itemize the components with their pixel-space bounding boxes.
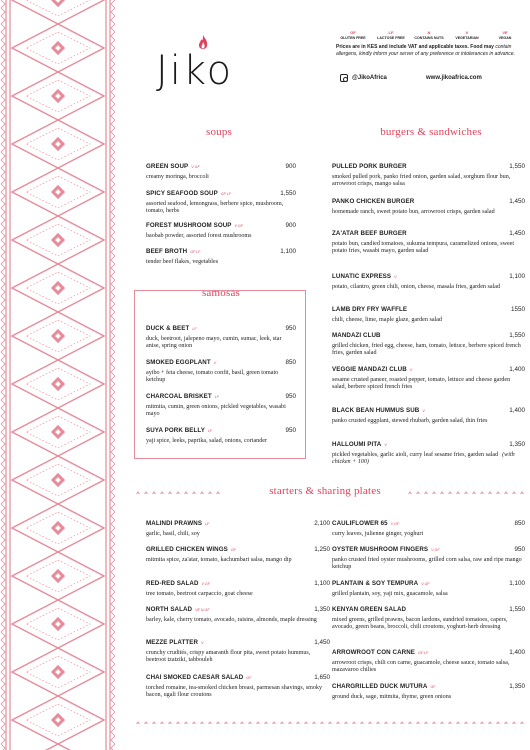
menu-item-description bbox=[146, 259, 296, 266]
menu-item-name: PULLED PORK BURGER bbox=[332, 163, 407, 170]
menu-item bbox=[332, 572, 525, 598]
menu-item-name-group bbox=[146, 538, 236, 556]
decorative-divider bbox=[134, 486, 224, 494]
logo bbox=[156, 34, 286, 94]
menu-item bbox=[332, 598, 525, 632]
menu-item-row bbox=[332, 675, 525, 693]
menu-item bbox=[332, 265, 525, 291]
menu-item-name: DUCK & BEET bbox=[146, 325, 190, 332]
menu-item-name-group bbox=[332, 675, 435, 693]
menu-item-description-text: panko crusted fried oyster mushrooms, grilled corn salsa, raw and ripe mango ketchup bbox=[332, 557, 522, 571]
menu-item-price: 850 bbox=[285, 359, 296, 366]
legend-code: GF bbox=[350, 30, 356, 35]
menu-item bbox=[332, 190, 525, 216]
menu-item bbox=[146, 512, 330, 538]
menu-item-name-group bbox=[146, 572, 210, 590]
menu-item-row bbox=[146, 214, 296, 232]
menu-item-name-group bbox=[146, 631, 203, 649]
menu-item-row bbox=[332, 399, 525, 417]
menu-item-name: BLACK BEAN HUMMUS SUB bbox=[332, 407, 420, 414]
menu-item-description bbox=[332, 377, 525, 392]
menu-item-price: 950 bbox=[514, 546, 525, 553]
section-title-burgers: burgers & sandwiches bbox=[380, 126, 482, 138]
menu-item-name: CHARGRILLED DUCK MUTURA bbox=[332, 683, 428, 690]
menu-item-description-text: garlic, basil, chili, soy bbox=[146, 531, 200, 537]
menu-item-name-group bbox=[332, 538, 440, 556]
dietary-tags: V bbox=[394, 275, 397, 279]
menu-item-name: HALLOUMI PITA bbox=[332, 441, 382, 448]
menu-item-description bbox=[146, 650, 330, 665]
legend-code: N bbox=[427, 30, 431, 35]
menu-item-description-text: potato bun, candied tomatoes, sukuma tempura, caramelized onions, sweet potato fries, wasabi mayo, garden salad bbox=[332, 241, 515, 255]
menu-item-description bbox=[332, 343, 525, 358]
menu-item-price: 1,250 bbox=[314, 546, 330, 553]
menu-item-row bbox=[332, 358, 525, 376]
menu-item-price: 1,100 bbox=[509, 580, 525, 587]
menu-item-row bbox=[332, 538, 525, 556]
dietary-tags: V bbox=[201, 641, 204, 645]
menu-item-row bbox=[146, 598, 330, 616]
menu-item-name: FOREST MUSHROOM SOUP bbox=[146, 222, 232, 229]
menu-item-name-group bbox=[332, 155, 407, 173]
menu-item-price: 1,450 bbox=[509, 230, 525, 237]
menu-item-price: 1,450 bbox=[509, 198, 525, 205]
dietary-tags: GF LF bbox=[418, 651, 429, 655]
menu-item-description bbox=[332, 660, 525, 675]
menu-item-name-group bbox=[332, 399, 425, 417]
menu-item-row bbox=[146, 512, 330, 530]
menu-item-description-text: tree tomato, beetroot carpaccio, goat cheese bbox=[146, 591, 253, 597]
menu-item-name: CHARCOAL BRISKET bbox=[146, 393, 212, 400]
menu-item-row bbox=[332, 222, 525, 240]
menu-item bbox=[332, 512, 525, 538]
menu-item-description-text: duck, beetroot, jalepeno mayo, cumin, sumac, leek, star anise, spring onion bbox=[146, 336, 282, 350]
menu-item bbox=[332, 433, 525, 467]
dietary-tags: LF bbox=[207, 429, 213, 433]
menu-item-price: 950 bbox=[285, 393, 296, 400]
menu-item bbox=[332, 222, 525, 256]
dietary-tags: GF bbox=[430, 685, 436, 689]
menu-item-name: ARROWROOT CON CARNE bbox=[332, 649, 416, 656]
menu-item-description-text: torched romaine, tea-smoked chicken breast, parmesan shavings, smoky bacon, ugali flour croutons bbox=[146, 685, 322, 699]
menu-item-name: NORTH SALAD bbox=[146, 606, 193, 613]
menu-item-description-text: ayibo + feta cheese, tomato confit, basil, green tomato ketchup bbox=[146, 370, 279, 384]
decorative-divider bbox=[134, 716, 526, 724]
menu-item-row bbox=[332, 324, 525, 342]
menu-item-description-text: panko crusted eggplant, stewed rhubarb, garden salad, thin fries bbox=[332, 418, 488, 424]
legend-code: LF bbox=[388, 30, 394, 35]
menu-item-description-text: chili, cheese, lime, maple glaze, garden salad bbox=[332, 317, 442, 323]
menu-item-name-group bbox=[332, 265, 397, 283]
menu-item-name: OYSTER MUSHROOM FINGERS bbox=[332, 546, 429, 553]
menu-item-name: KENYAN GREEN SALAD bbox=[332, 606, 407, 613]
legend-label: GLUTEN FREE bbox=[340, 36, 366, 40]
menu-item bbox=[332, 298, 525, 324]
legend-item-contains-nuts bbox=[412, 30, 446, 40]
menu-item-description-text: baobab powder, assorted forest mushrooms bbox=[146, 233, 252, 239]
menu-item-name-group bbox=[332, 190, 414, 208]
menu-item-price: 1550 bbox=[510, 306, 525, 313]
menu-item-name: RED-RED SALAD bbox=[146, 580, 199, 587]
menu-item-price: 1,100 bbox=[314, 580, 330, 587]
menu-item-price: 900 bbox=[285, 222, 296, 229]
menu-item-price: 1,400 bbox=[509, 366, 525, 373]
menu-item-row bbox=[332, 641, 525, 659]
section-title-samosas: samosas bbox=[191, 287, 251, 299]
section-title-soups: soups bbox=[205, 126, 233, 138]
dietary-tags: V bbox=[213, 361, 217, 365]
menu-item bbox=[146, 182, 296, 216]
menu-item-price: 1,350 bbox=[314, 606, 330, 613]
dietary-tags: V GF bbox=[431, 548, 440, 552]
menu-item-name-group bbox=[332, 598, 406, 616]
menu-item-note: (with chicken + 100) bbox=[332, 452, 515, 466]
dietary-tags: V GF bbox=[201, 582, 210, 586]
menu-item-description bbox=[332, 209, 525, 216]
menu-item-row bbox=[332, 190, 525, 208]
menu-item-price: 1,100 bbox=[280, 248, 296, 255]
menu-item-price: 1,550 bbox=[280, 190, 296, 197]
social-handle-text: @JikoAfrica bbox=[352, 75, 387, 81]
dietary-tags: V bbox=[409, 368, 413, 372]
menu-item-description-text: assorted seafood, lemongrass, berbere spice, mushroom, tomato, herbs bbox=[146, 201, 284, 215]
dietary-tags: GF bbox=[230, 548, 236, 552]
menu-item-row bbox=[332, 265, 525, 283]
menu-item-name-group bbox=[332, 324, 381, 342]
menu-item-description-text: potato, cilantro, green chili, onion, cheese, masala fries, garden salad bbox=[332, 284, 501, 290]
dietary-tags: GF bbox=[246, 676, 252, 680]
menu-item bbox=[146, 538, 330, 564]
menu-item-price: 950 bbox=[285, 427, 296, 434]
notice-line-1: Prices are in KES and include VAT and applicable taxes. Food may bbox=[336, 44, 494, 50]
menu-item-description bbox=[332, 694, 525, 701]
menu-item-name: SMOKED EGGPLANT bbox=[146, 359, 211, 366]
dietary-tags: V GF bbox=[390, 522, 400, 526]
menu-item-name-group bbox=[332, 358, 412, 376]
menu-item-price: 1,450 bbox=[314, 639, 330, 646]
legend-item-vegetarian bbox=[450, 30, 484, 40]
instagram-icon bbox=[340, 74, 348, 82]
menu-item bbox=[146, 214, 296, 240]
menu-item-description-text: grilled plantain, soy, yaji mix, guacamole, salsa bbox=[332, 591, 448, 597]
menu-item bbox=[332, 399, 525, 425]
menu-item bbox=[146, 240, 296, 266]
menu-item-name-group bbox=[332, 433, 387, 451]
menu-item bbox=[146, 666, 330, 700]
menu-item-description bbox=[146, 174, 296, 181]
menu-item-name-group bbox=[146, 240, 200, 258]
website-link[interactable]: www.jikoafrica.com bbox=[426, 75, 482, 81]
menu-item-price: 950 bbox=[285, 325, 296, 332]
menu-item-description-text: yaji spice, leeks, paprika, salad, onions, coriander bbox=[146, 438, 267, 444]
menu-item-price: 1,550 bbox=[509, 332, 525, 339]
menu-item-name-group bbox=[332, 641, 428, 659]
legend-label: VEGETARIAN bbox=[455, 36, 479, 40]
menu-item-row bbox=[332, 433, 525, 451]
menu-item-description bbox=[332, 617, 525, 632]
menu-item-row bbox=[146, 631, 330, 649]
menu-item bbox=[332, 641, 525, 675]
menu-item bbox=[332, 538, 525, 572]
menu-item-description bbox=[332, 241, 525, 256]
menu-item-name: GRILLED CHICKEN WINGS bbox=[146, 546, 228, 553]
menu-item bbox=[146, 631, 330, 665]
menu-item-description-text: grilled chicken, fried egg, cheese, ham, tomato, lettuce, berbere spiced french fries, garden salad bbox=[332, 343, 521, 357]
menu-item-row bbox=[332, 155, 525, 173]
menu-item-name: VEGGIE MANDAZI CLUB bbox=[332, 366, 407, 373]
legend-label: CONTAINS NUTS bbox=[414, 36, 444, 40]
menu-item-price: 1,650 bbox=[314, 674, 330, 681]
menu-item-row bbox=[332, 298, 525, 316]
menu-item-description-text: barley, kale, cherry tomato, avocado, raisins, almonds, maple dressing bbox=[146, 617, 317, 623]
menu-item-name: CHAI SMOKED CAESAR SALAD bbox=[146, 674, 244, 681]
menu-item-price: 900 bbox=[285, 163, 296, 170]
menu-item-description bbox=[332, 418, 525, 425]
decorative-divider bbox=[406, 486, 526, 494]
dietary-tags: GF LF bbox=[220, 192, 231, 196]
menu-item-row bbox=[332, 512, 525, 530]
menu-item-description bbox=[146, 685, 330, 700]
dietary-tags: VE N GF bbox=[195, 608, 210, 612]
menu-item-row bbox=[146, 182, 296, 200]
menu-item-description bbox=[332, 284, 525, 291]
menu-item-name: MALINDI PRAWNS bbox=[146, 520, 203, 527]
menu-item-row bbox=[146, 240, 296, 258]
notice-line-2: contain allergens, kindly inform your server of any preference or intolerances in advance. bbox=[336, 44, 515, 57]
menu-item-name-group bbox=[146, 155, 200, 173]
menu-item bbox=[332, 324, 525, 358]
menu-item-price: 1,350 bbox=[509, 441, 525, 448]
menu-item-name: CAULIFLOWER 65 bbox=[332, 520, 388, 527]
menu-item-row bbox=[146, 572, 330, 590]
menu-item-price: 1,350 bbox=[509, 683, 525, 690]
dietary-tags: V bbox=[422, 409, 425, 413]
menu-item-name: PANKO CHICKEN BURGER bbox=[332, 198, 415, 205]
menu-item-name: BEEF BROTH bbox=[146, 248, 188, 255]
menu-item-name: SPICY SEAFOOD SOUP bbox=[146, 190, 218, 197]
menu-item-name-group bbox=[332, 298, 407, 316]
legend-label: VEGAN bbox=[498, 36, 512, 40]
menu-item bbox=[332, 675, 525, 701]
menu-item-name: LAMB DRY FRY WAFFLE bbox=[332, 306, 408, 313]
section-title-starters: starters & sharing plates bbox=[269, 485, 381, 497]
menu-item-name: MANDAZI CLUB bbox=[332, 332, 381, 339]
menu-item-price: 1,550 bbox=[509, 606, 525, 613]
dietary-tags: V GF bbox=[234, 224, 243, 228]
price-allergen-notice bbox=[336, 44, 526, 58]
menu-item-description bbox=[146, 557, 330, 564]
menu-item bbox=[146, 598, 330, 624]
menu-item-name-group bbox=[146, 214, 243, 232]
menu-item bbox=[146, 572, 330, 598]
menu-item-description-text: ground duck, sage, mitmita, thyme, green onions bbox=[332, 694, 452, 700]
dietary-legend bbox=[336, 30, 522, 40]
menu-item-name-group bbox=[332, 572, 430, 590]
menu-item-price: 850 bbox=[514, 520, 525, 527]
menu-item bbox=[332, 358, 525, 392]
menu-item-description-text: arrowroot crisps, chili con carne, guacamole, cheese sauce, tomato salsa, mazavaroo chilies bbox=[332, 660, 510, 674]
menu-content bbox=[124, 0, 524, 750]
menu-item-description bbox=[332, 557, 525, 572]
menu-item-row bbox=[146, 538, 330, 556]
menu-item-description-text: smoked pulled pork, panko fried onion, garden salad, sorghum flour bun, arrowroot crisps, mango salsa bbox=[332, 174, 511, 188]
dietary-tags: LF bbox=[192, 327, 197, 331]
menu-item-price: 1,100 bbox=[509, 273, 525, 280]
menu-item-name: LUNATIC EXPRESS bbox=[332, 273, 392, 280]
menu-item-name: PLANTAIN & SOY TEMPURA bbox=[332, 580, 419, 587]
menu-item-description-text: mixed greens, grilled prawns, bacon lardons, sundried tomatoes, capers, avocado, green beans, broccoli, chili croutons, yoghurt-herb dressing bbox=[332, 617, 508, 631]
dietary-tags: V bbox=[384, 443, 387, 447]
menu-item-description-text: crunchy crudités, crispy amaranth flour pita, sweet potato hummus, beetroot tzatziki, tabbouleh bbox=[146, 650, 311, 664]
menu-item-row bbox=[146, 666, 330, 684]
menu-item-name: ZA'ATAR BEEF BURGER bbox=[332, 230, 407, 237]
legend-item-gluten-free bbox=[336, 30, 370, 40]
menu-item-name: GREEN SOUP bbox=[146, 163, 189, 170]
legend-code: V bbox=[465, 30, 469, 35]
menu-item-name-group bbox=[146, 182, 231, 200]
menu-item-description-text: sesame crusted paneer, roasted pepper, tomato, lettuce and cheese garden salad, berbere spiced french fries bbox=[332, 377, 511, 391]
legend-item-vegan bbox=[488, 30, 522, 40]
menu-item-name-group bbox=[146, 598, 210, 616]
menu-item-description-text: pickled vegetables, garlic aioli, curry leaf sesame fries, garden salad bbox=[332, 452, 499, 458]
menu-item-description bbox=[332, 452, 525, 467]
legend-item-lactose-free bbox=[374, 30, 408, 40]
menu-item-row bbox=[146, 155, 296, 173]
menu-item-description bbox=[332, 174, 525, 189]
menu-item-row bbox=[332, 572, 525, 590]
menu-item-description-text: homemade ranch, sweet potato bun, arrowroot crisps, garden salad bbox=[332, 209, 495, 215]
decorative-pattern-band bbox=[0, 0, 117, 750]
brand-name: Jiko bbox=[156, 48, 234, 94]
menu-item-name-group bbox=[146, 666, 251, 684]
dietary-tags: V GF bbox=[191, 165, 200, 169]
menu-item-description-text: mitmita spice, za'atar, tomato, kachumbari salsa, mango dip bbox=[146, 557, 292, 563]
menu-item-price: 1,400 bbox=[509, 649, 525, 656]
menu-item-price: 2,100 bbox=[314, 520, 330, 527]
menu-item-name-group bbox=[332, 512, 399, 530]
social-handle[interactable] bbox=[340, 74, 387, 82]
menu-item-price: 1,400 bbox=[509, 407, 525, 414]
menu-item-name-group bbox=[332, 222, 407, 240]
menu-item-row bbox=[332, 598, 525, 616]
menu-item-name: MEZZE PLATTER bbox=[146, 639, 199, 646]
menu-item-description-text: mitmita, cumin, green onions, pickled vegetables, wasabi mayo bbox=[146, 404, 286, 418]
samosas-box bbox=[134, 290, 306, 459]
legend-label: LACTOSE FREE bbox=[377, 36, 405, 40]
dietary-tags: V GF bbox=[421, 582, 430, 586]
menu-item-description bbox=[146, 617, 330, 624]
menu-item-description-text: curry leaves, julienne ginger, yoghurt bbox=[332, 531, 424, 537]
menu-item-description-text: creamy moringa, broccoli bbox=[146, 174, 209, 180]
menu-item-name-group bbox=[146, 512, 209, 530]
menu-item-description-text: tender beef flakes, vegetables bbox=[146, 259, 219, 265]
menu-item bbox=[332, 155, 525, 189]
menu-item-price: 1,550 bbox=[509, 163, 525, 170]
menu-item bbox=[146, 155, 296, 181]
menu-item-name: SUYA PORK BELLY bbox=[146, 427, 205, 434]
dietary-tags: GF LF bbox=[190, 250, 201, 254]
legend-code: VE bbox=[502, 30, 508, 35]
dietary-tags: LF bbox=[214, 395, 219, 399]
dietary-tags: LF bbox=[205, 522, 210, 526]
